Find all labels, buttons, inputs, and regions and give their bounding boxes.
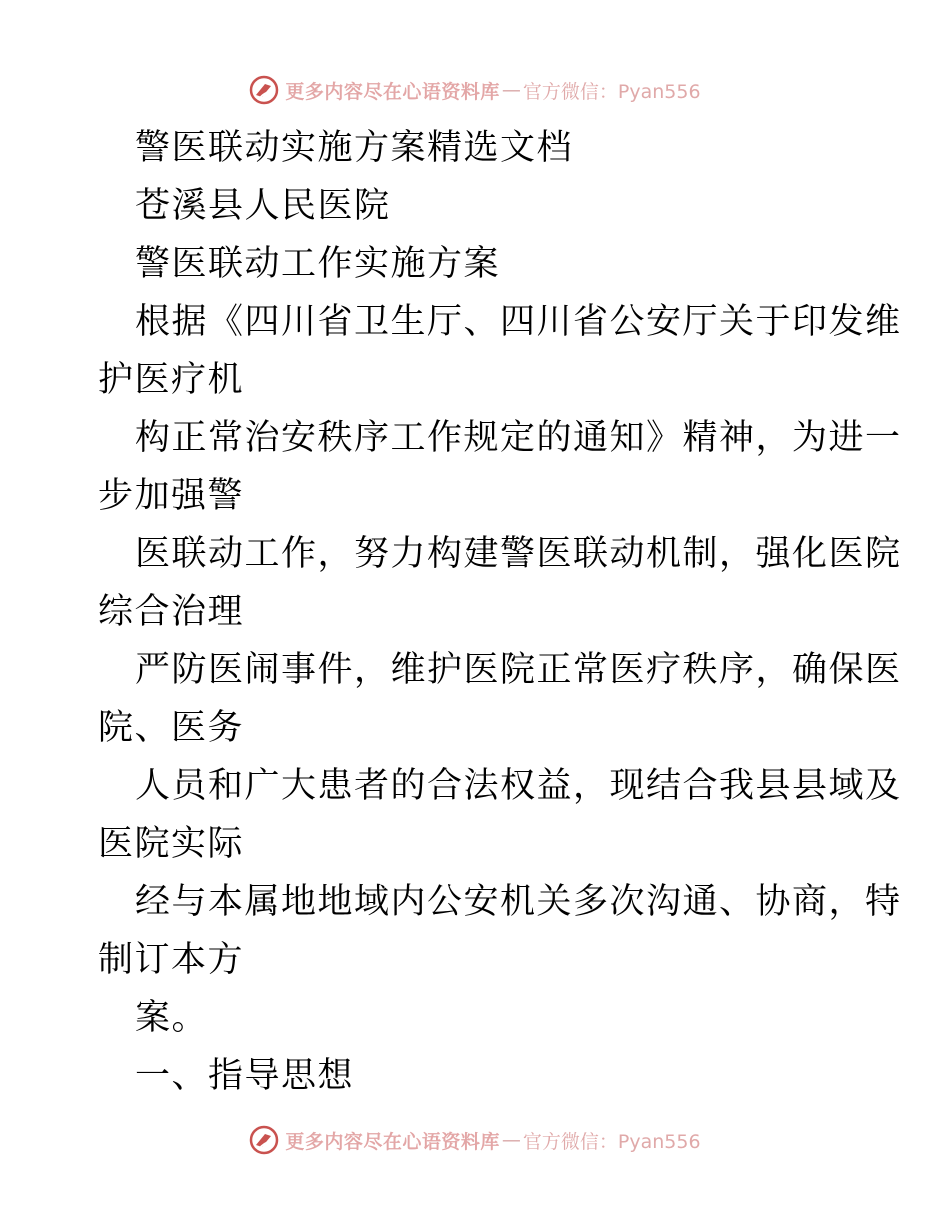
doc-line: 经与本属地地域内公安机关多次沟通、协商，特 xyxy=(135,882,902,922)
watermark-site-text: 更多内容尽在心语资料库 xyxy=(285,80,500,103)
doc-org: 苍溪县人民医院 xyxy=(135,186,391,226)
watermark-site-text: 更多内容尽在心语资料库 xyxy=(285,1130,500,1153)
doc-line: 医院实际 xyxy=(98,824,245,864)
logo-icon xyxy=(249,75,279,105)
logo-icon xyxy=(249,1125,279,1155)
doc-line: 护医疗机 xyxy=(98,360,245,400)
watermark-wechat-text: 官方微信：Pyan556 xyxy=(522,1130,701,1153)
watermark-dash: — xyxy=(501,79,521,101)
doc-section-heading: 一、指导思想 xyxy=(135,1056,355,1096)
doc-line: 综合治理 xyxy=(98,592,245,632)
doc-line: 构正常治安秩序工作规定的通知》精神，为进一 xyxy=(135,418,902,458)
doc-line: 严防医闹事件，维护医院正常医疗秩序，确保医 xyxy=(135,650,902,690)
doc-line: 步加强警 xyxy=(98,476,245,516)
footer-watermark xyxy=(0,1120,950,1160)
doc-line: 根据《四川省卫生厅、四川省公安厅关于印发维 xyxy=(135,302,902,342)
header-watermark xyxy=(0,70,950,110)
doc-line: 医联动工作，努力构建警医联动机制，强化医院 xyxy=(135,534,902,574)
doc-line: 院、医务 xyxy=(98,708,245,748)
doc-subtitle: 警医联动工作实施方案 xyxy=(135,244,501,284)
doc-line: 案。 xyxy=(135,998,209,1038)
doc-line: 制订本方 xyxy=(98,940,245,980)
watermark-dash: — xyxy=(501,1129,521,1151)
doc-title: 警医联动实施方案精选文档 xyxy=(135,128,574,168)
watermark-wechat-text: 官方微信：Pyan556 xyxy=(522,80,701,103)
document-body xyxy=(98,119,902,1105)
doc-line: 人员和广大患者的合法权益，现结合我县县域及 xyxy=(135,766,902,806)
